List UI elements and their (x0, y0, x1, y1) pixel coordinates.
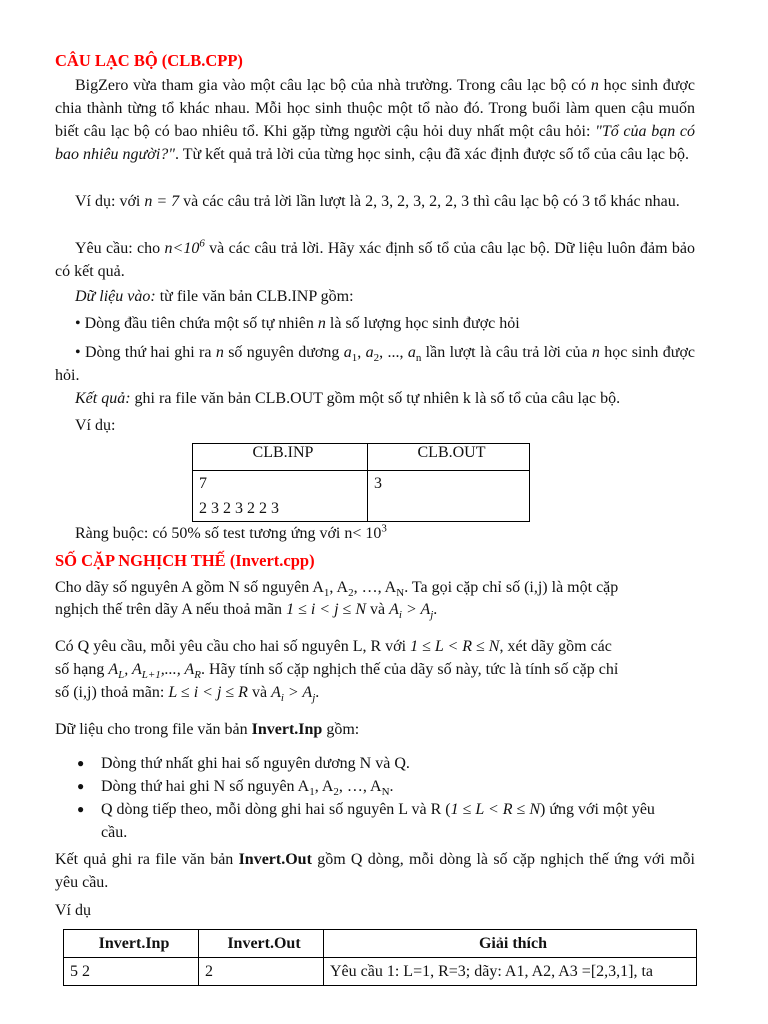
constraint-text: Ràng buộc: có 50% số test tương ứng với $n< 10^3$ (75, 522, 387, 542)
bullet-second-line: • Dòng thứ hai ghi ra n số nguyên dương $a_1$, $a_2$, ..., $a_n$ lần lượt là câu trả lời của n học sinh được hỏi. (55, 344, 696, 384)
input-file-description: Dữ liệu cho trong file văn bản Invert.Inp gồm: (55, 721, 360, 738)
table-cell-inp: 5 2 (64, 958, 199, 986)
example-paragraph: Ví dụ: với n = 7 và các câu trả lời lần lượt là 2, 3, 2, 3, 2, 2, 3 thì câu lạc bộ có 3 tổ khác nhau. (75, 193, 680, 210)
table-cell-output: 3 (368, 471, 530, 522)
p1-line2: nghịch thế trên dãy A nếu thoả mãn 1 ≤ i < j ≤ N và $A_i > A_j$. (55, 601, 438, 622)
table-header-input: CLB.INP (193, 444, 368, 471)
list-item: ● Dòng thứ nhất ghi hai số nguyên dương N và Q. (55, 752, 655, 775)
p2-line2: số hạng $A_L$, $A_{L+1}$,..., $A_R$. Hãy tính số cặp nghịch thế của dãy số này, tức là tính số cặp chỉ (55, 661, 619, 682)
intro-paragraph: BigZero vừa tham gia vào một câu lạc bộ của nhà trường. Trong câu lạc bộ có n học sinh được chia thành từng tổ khác nhau. Mỗi học sinh thuộc một tổ nào đó. Trong buổi làm quen cậu muốn biết câu lạc bộ có bao nhiêu tổ. Khi gặp từng người cậu hỏi duy nhất một câu hỏi: "Tổ của bạn có bao nhiêu người?". Từ kết quả trả lời của từng học sinh, cậu đã xác định được số tổ của câu lạc bộ. (55, 77, 695, 163)
input-description: Dữ liệu vào: từ file văn bản CLB.INP gồm: (75, 288, 354, 305)
table-header-invert-inp: Invert.Inp (64, 930, 199, 958)
table-header-invert-out: Invert.Out (199, 930, 324, 958)
list-item: ● Dòng thứ hai ghi N số nguyên $A_1$, $A_2$, …, $A_N$. (55, 775, 655, 798)
requirement-paragraph: Yêu cầu: cho $n<10^6$ và các câu trả lời. Hãy xác định số tổ của câu lạc bộ. Dữ liệu luôn đảm bảo có kết quả. (55, 237, 695, 280)
p2-line1: Có Q yêu cầu, mỗi yêu cầu cho hai số nguyên L, R với 1 ≤ L < R ≤ N, xét dãy gồm các (55, 638, 612, 655)
p2-line3: số (i,j) thoả mãn: L ≤ i < j ≤ R và $A_i > A_j$. (55, 684, 320, 705)
table-cell-out: 2 (199, 958, 324, 986)
output-file-description: Kết quả ghi ra file văn bản Invert.Out gồm Q dòng, mỗi dòng là số cặp nghịch thế ứng với mỗi yêu cầu. (55, 851, 695, 891)
p1-line1: Cho dãy số nguyên A gồm N số nguyên $A_1$, $A_2$, …, $A_N$. Ta gọi cặp chỉ số (i,j) là một cặp (55, 579, 619, 600)
section-title-clb: CÂU LẠC BỘ (CLB.CPP) (55, 51, 243, 70)
table-cell-explanation: Yêu cầu 1: L=1, R=3; dãy: A1, A2, A3 =[2,3,1], ta (324, 958, 697, 986)
input-bullet-list (55, 752, 655, 844)
table-header-explanation: Giải thích (324, 930, 697, 958)
section-title-invert: SỐ CẶP NGHỊCH THẾ (Invert.cpp) (55, 551, 315, 570)
clb-example-table (192, 443, 530, 522)
table-cell-input: 7 2 3 2 3 2 2 3 (193, 471, 368, 522)
example-label-2: Ví dụ (55, 902, 91, 919)
bullet-first-line: • Dòng đầu tiên chứa một số tự nhiên n là số lượng học sinh được hỏi (75, 315, 520, 332)
table-header-output: CLB.OUT (368, 444, 530, 471)
list-item: ● Q dòng tiếp theo, mỗi dòng ghi hai số nguyên L và R (1 ≤ L < R ≤ N) ứng với một yêu cầu. (55, 798, 655, 844)
invert-example-table (63, 929, 697, 986)
output-description: Kết quả: ghi ra file văn bản CLB.OUT gồm một số tự nhiên k là số tổ của câu lạc bộ. (75, 390, 621, 407)
example-label-1: Ví dụ: (75, 417, 116, 434)
